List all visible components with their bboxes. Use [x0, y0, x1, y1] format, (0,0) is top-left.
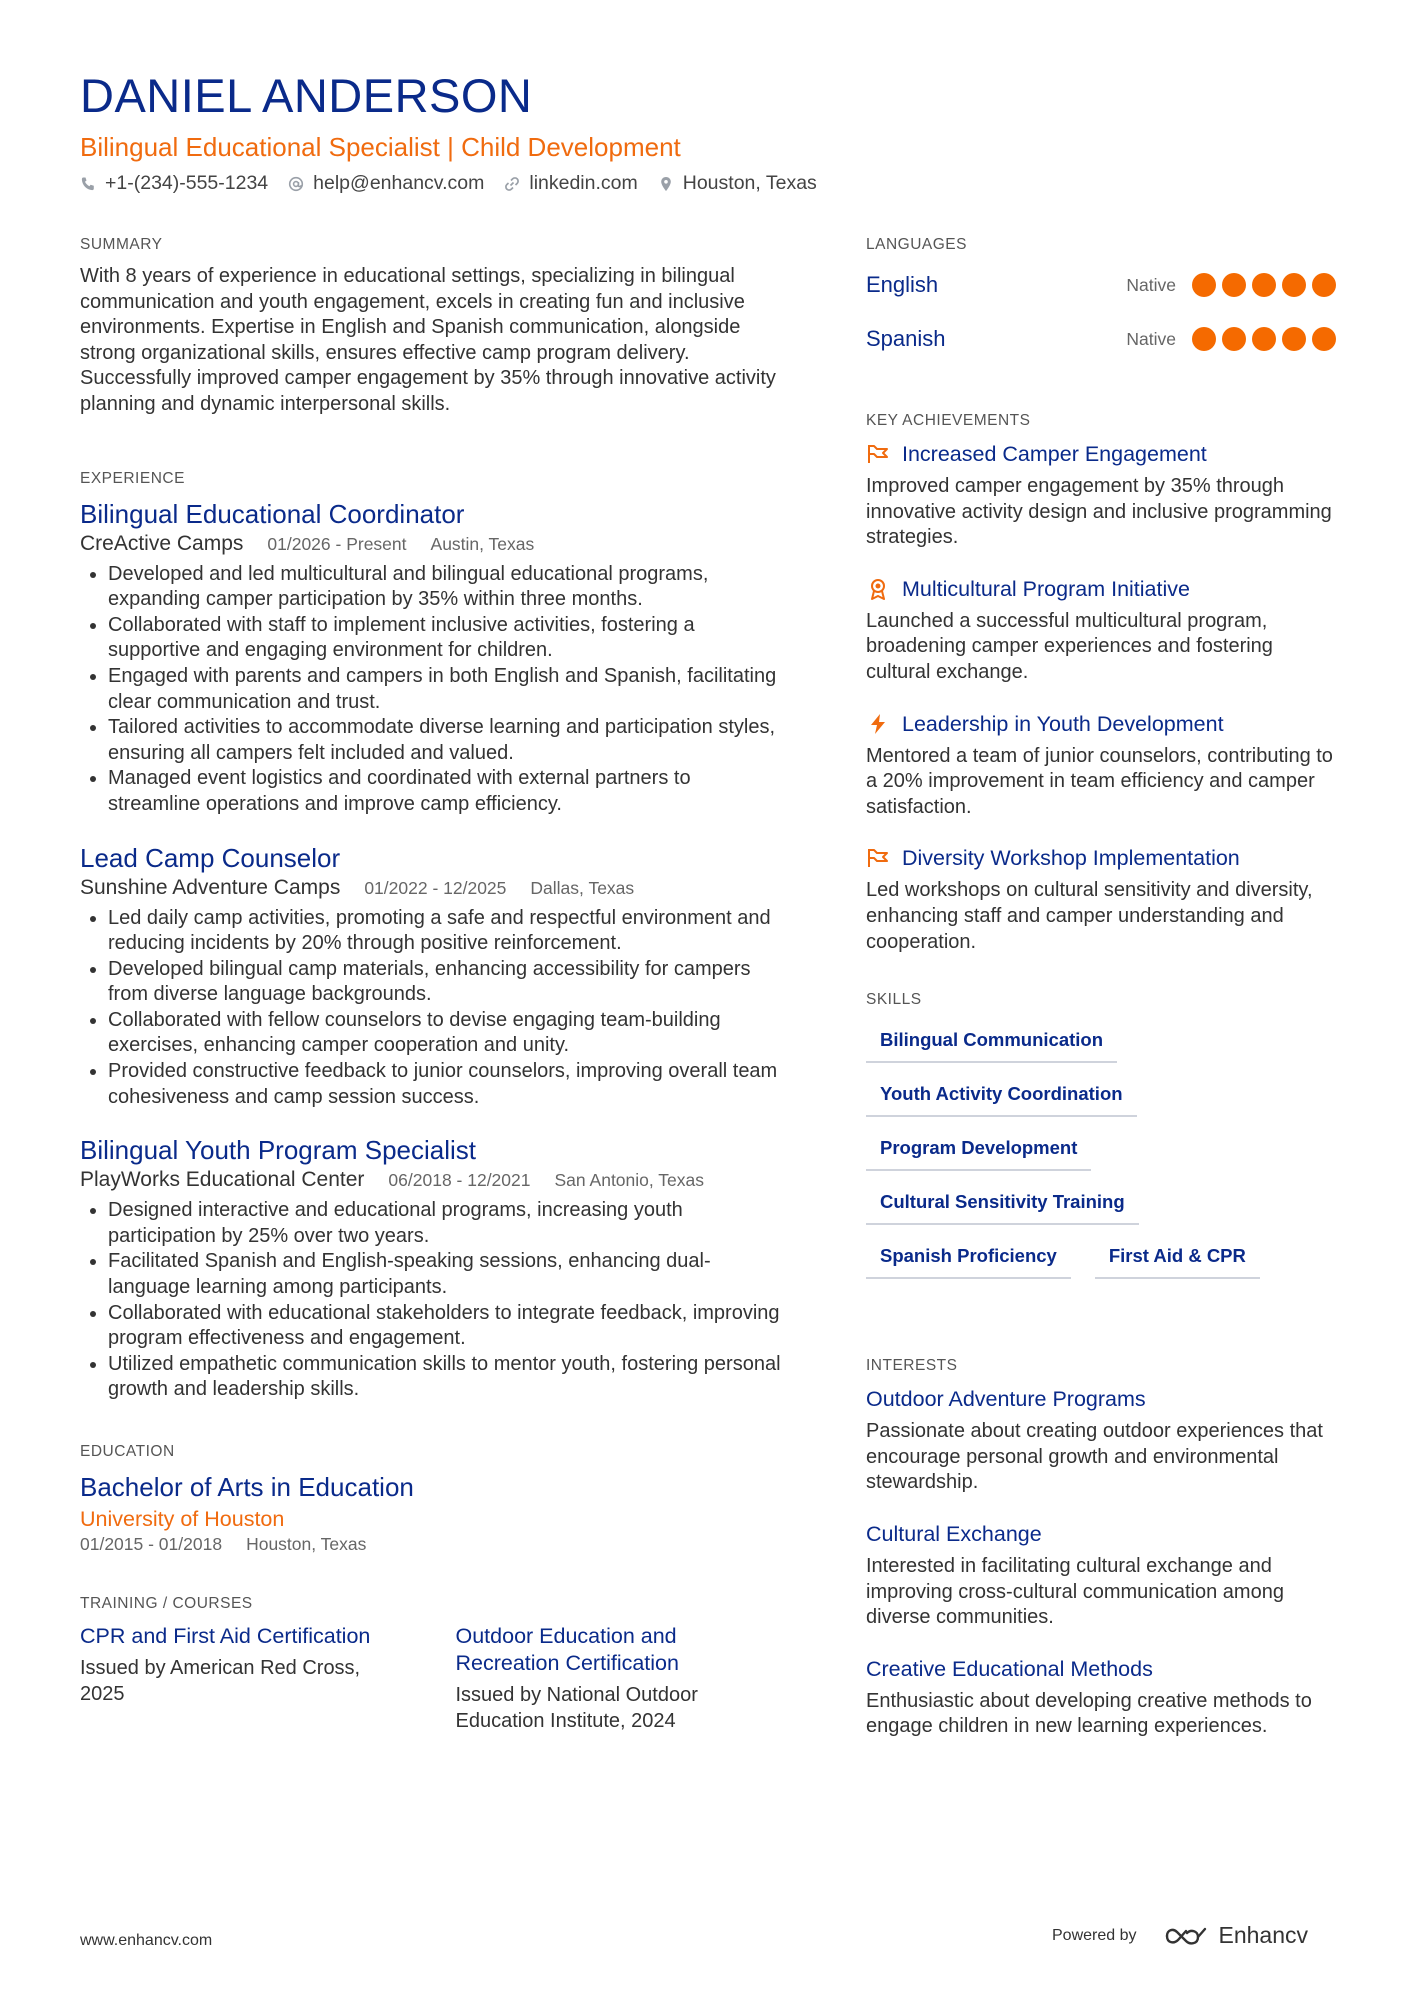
skills-heading: SKILLS [866, 991, 922, 1009]
job-bullet: • Developed bilingual camp materials, enhancing accessibility for campers from diverse language backgrounds. [108, 957, 785, 1008]
achievements-section [866, 412, 1336, 955]
skill-tag: Youth Activity Coordination [866, 1077, 1137, 1117]
interest-desc: Passionate about creating outdoor experiences that encourage personal growth and environmental stewardship. [866, 1420, 1323, 1494]
skill-tag: Program Development [866, 1131, 1091, 1171]
achievement-header [866, 710, 1336, 738]
rating-dot [1252, 273, 1276, 297]
footer-website[interactable]: www.enhancv.com [80, 1932, 213, 1949]
achievement-entry [866, 710, 1336, 821]
job-bullet: • Provided constructive feedback to junior counselors, improving overall team cohesiveness and camp session success. [108, 1059, 785, 1110]
job-meta [80, 532, 785, 556]
education-degree: Bachelor of Arts in Education [80, 1472, 414, 1502]
summary-heading: SUMMARY [80, 236, 163, 253]
training-heading: TRAINING / COURSES [80, 1595, 253, 1612]
job-bullet: • Utilized empathetic communication skills to mentor youth, fostering personal growth and leadership skills. [108, 1352, 785, 1403]
job-title: Bilingual Educational Coordinator [80, 498, 465, 529]
location-text: Houston, Texas [682, 172, 817, 194]
job-company: PlayWorks Educational Center [80, 1168, 365, 1192]
location-pin-icon [658, 176, 674, 192]
achievement-entry [866, 440, 1336, 551]
achievements-heading: KEY ACHIEVEMENTS [866, 412, 1031, 429]
job-dates: 01/2022 - 12/2025 [364, 877, 507, 898]
phone-text: +1-(234)-555-1234 [105, 172, 269, 194]
job-company: Sunshine Adventure Camps [80, 875, 341, 899]
achievement-header [866, 440, 1336, 468]
interest-title: Outdoor Adventure Programs [866, 1387, 1146, 1412]
enhancv-logo-icon [1163, 1924, 1209, 1948]
course-entry [80, 1623, 410, 1734]
training-section [80, 1595, 785, 1734]
link-icon [504, 176, 520, 192]
job-bullets [80, 562, 785, 818]
skill-tag: First Aid & CPR [1095, 1239, 1260, 1279]
languages-section [866, 236, 1336, 366]
interest-entry [866, 1385, 1336, 1496]
job-bullet: • Collaborated with educational stakeholders to integrate feedback, improving program effectiveness and engagement. [108, 1301, 785, 1352]
flag-icon [866, 442, 890, 466]
language-name: English [866, 272, 939, 297]
education-heading: EDUCATION [80, 1443, 175, 1460]
rating-dot [1312, 273, 1336, 297]
rating-dot [1192, 273, 1216, 297]
achievement-title: Multicultural Program Initiative [902, 576, 1190, 601]
flag-icon [866, 846, 890, 870]
resume-header [80, 68, 817, 195]
skill-tag: Cultural Sensitivity Training [866, 1185, 1139, 1225]
training-list [80, 1623, 785, 1734]
interest-desc: Enthusiastic about developing creative methods to engage children in new learning experiences. [866, 1689, 1312, 1738]
rating-dot [1282, 273, 1306, 297]
email-text[interactable]: help@enhancv.com [313, 172, 485, 194]
job-dates: 01/2026 - Present [267, 533, 407, 554]
contact-bar [80, 172, 817, 195]
interest-entry [866, 1520, 1336, 1631]
job-bullet: • Designed interactive and educational programs, increasing youth participation by 25% over two years. [108, 1198, 785, 1249]
job-bullet: • Managed event logistics and coordinated with external partners to streamline operations and improve camp efficiency. [108, 766, 785, 817]
achievement-title: Leadership in Youth Development [902, 711, 1224, 736]
education-school: University of Houston [80, 1507, 285, 1531]
interest-desc: Interested in facilitating cultural exchange and improving cross-cultural communication among diverse communities. [866, 1554, 1284, 1629]
interests-heading: INTERESTS [866, 1357, 958, 1375]
footer-branding [1052, 1922, 1308, 1949]
right-column [866, 236, 1336, 1764]
interest-title: Cultural Exchange [866, 1521, 1042, 1546]
languages-heading: LANGUAGES [866, 236, 967, 253]
job-title: Bilingual Youth Program Specialist [80, 1135, 477, 1166]
achievement-title: Increased Camper Engagement [902, 442, 1207, 466]
course-desc: Issued by American Red Cross, 2025 [80, 1657, 361, 1705]
course-title: Outdoor Education and Recreation Certification [455, 1624, 679, 1675]
achievement-entry [866, 575, 1336, 686]
course-desc: Issued by National Outdoor Education Institute, 2024 [455, 1684, 698, 1732]
job-meta [80, 1168, 785, 1192]
brand-logo[interactable] [1163, 1922, 1309, 1949]
education-meta [80, 1534, 785, 1555]
job-bullet: • Developed and led multicultural and bilingual educational programs, expanding camper participation by 35% within three months. [108, 562, 785, 613]
rating-dot [1192, 327, 1216, 351]
interest-entry [866, 1655, 1336, 1740]
summary-section [80, 236, 785, 418]
skills-list [866, 1023, 1326, 1293]
linkedin-text[interactable]: linkedin.com [529, 172, 638, 194]
language-row [866, 258, 1336, 312]
course-entry [456, 1623, 786, 1734]
job-bullet: • Facilitated Spanish and English-speaking sessions, enhancing dual-language learning among participants. [108, 1249, 785, 1300]
job-bullet: • Collaborated with staff to implement inclusive activities, fostering a supportive and engaging environment for children. [108, 613, 785, 664]
summary-text: With 8 years of experience in educational settings, specializing in bilingual communication and youth engagement, excels in creating fun and inclusive environments. Expertise in English and Spanish communication, alongside strong organizational skills, ensures effective camp program delivery. Successfully improved camper engagement by 35% through innovative activity planning and dynamic interpersonal skills. [80, 265, 776, 415]
rating-dot [1252, 327, 1276, 351]
skill-tag: Spanish Proficiency [866, 1239, 1071, 1279]
contact-email[interactable] [288, 172, 484, 195]
job-location: San Antonio, Texas [554, 1170, 705, 1191]
candidate-headline: Bilingual Educational Specialist | Child Development [80, 132, 681, 162]
skills-section [866, 991, 1336, 1293]
interests-section [866, 1357, 1336, 1740]
left-column [80, 236, 785, 1734]
job-location: Dallas, Texas [530, 877, 635, 898]
experience-section [80, 470, 785, 1403]
rating-dot [1222, 273, 1246, 297]
course-title: CPR and First Aid Certification [80, 1624, 371, 1648]
candidate-name: DANIEL ANDERSON [80, 69, 533, 122]
job-entry [80, 842, 785, 1111]
contact-phone [80, 172, 268, 195]
contact-location [658, 172, 817, 195]
achievement-title: Diversity Workshop Implementation [902, 846, 1240, 871]
achievement-desc: Led workshops on cultural sensitivity and diversity, enhancing staff and camper understanding and cooperation. [866, 879, 1313, 953]
interest-title: Creative Educational Methods [866, 1656, 1153, 1681]
rating-dot [1282, 327, 1306, 351]
award-icon [866, 577, 890, 601]
skill-tag: Bilingual Communication [866, 1023, 1117, 1063]
language-rating [1192, 273, 1336, 297]
education-location: Houston, Texas [246, 1534, 367, 1554]
job-bullet: • Tailored activities to accommodate diverse learning and participation styles, ensuring all campers felt included and valued. [108, 715, 785, 766]
job-bullets [80, 1198, 785, 1403]
job-bullets [80, 906, 785, 1111]
powered-by-text: Powered by [1052, 1926, 1137, 1944]
language-name: Spanish [866, 326, 946, 351]
rating-dot [1222, 327, 1246, 351]
job-meta [80, 876, 785, 900]
achievement-header [866, 844, 1336, 872]
achievement-desc: Improved camper engagement by 35% through innovative activity design and inclusive programming strategies. [866, 475, 1332, 549]
lightning-icon [866, 712, 890, 736]
language-row [866, 312, 1336, 366]
job-bullet: • Engaged with parents and campers in both English and Spanish, facilitating clear communication and trust. [108, 664, 785, 715]
achievement-header [866, 575, 1336, 603]
language-level: Native [1126, 328, 1176, 349]
language-rating [1192, 327, 1336, 351]
job-bullet: • Led daily camp activities, promoting a safe and respectful environment and reducing incidents by 20% through positive reinforcement. [108, 906, 785, 957]
job-title: Lead Camp Counselor [80, 842, 341, 873]
phone-icon [80, 176, 96, 192]
at-icon [288, 176, 304, 192]
brand-name: Enhancv [1218, 1922, 1309, 1948]
job-dates: 06/2018 - 12/2021 [388, 1170, 531, 1191]
education-section [80, 1443, 785, 1555]
job-company: CreActive Camps [80, 531, 244, 555]
education-dates: 01/2015 - 01/2018 [80, 1534, 223, 1554]
rating-dot [1312, 327, 1336, 351]
job-location: Austin, Texas [430, 533, 535, 554]
job-entry [80, 1134, 785, 1403]
contact-linkedin[interactable] [504, 172, 637, 195]
language-level: Native [1126, 274, 1176, 295]
achievement-entry [866, 844, 1336, 955]
job-bullet: • Collaborated with fellow counselors to devise engaging team-building exercises, enhancing camper cooperation and unity. [108, 1008, 785, 1059]
job-entry [80, 498, 785, 818]
achievement-desc: Mentored a team of junior counselors, contributing to a 20% improvement in team efficiency and camper satisfaction. [866, 744, 1333, 818]
experience-heading: EXPERIENCE [80, 469, 185, 487]
achievement-desc: Launched a successful multicultural program, broadening camper experiences and fostering cultural exchange. [866, 609, 1273, 683]
